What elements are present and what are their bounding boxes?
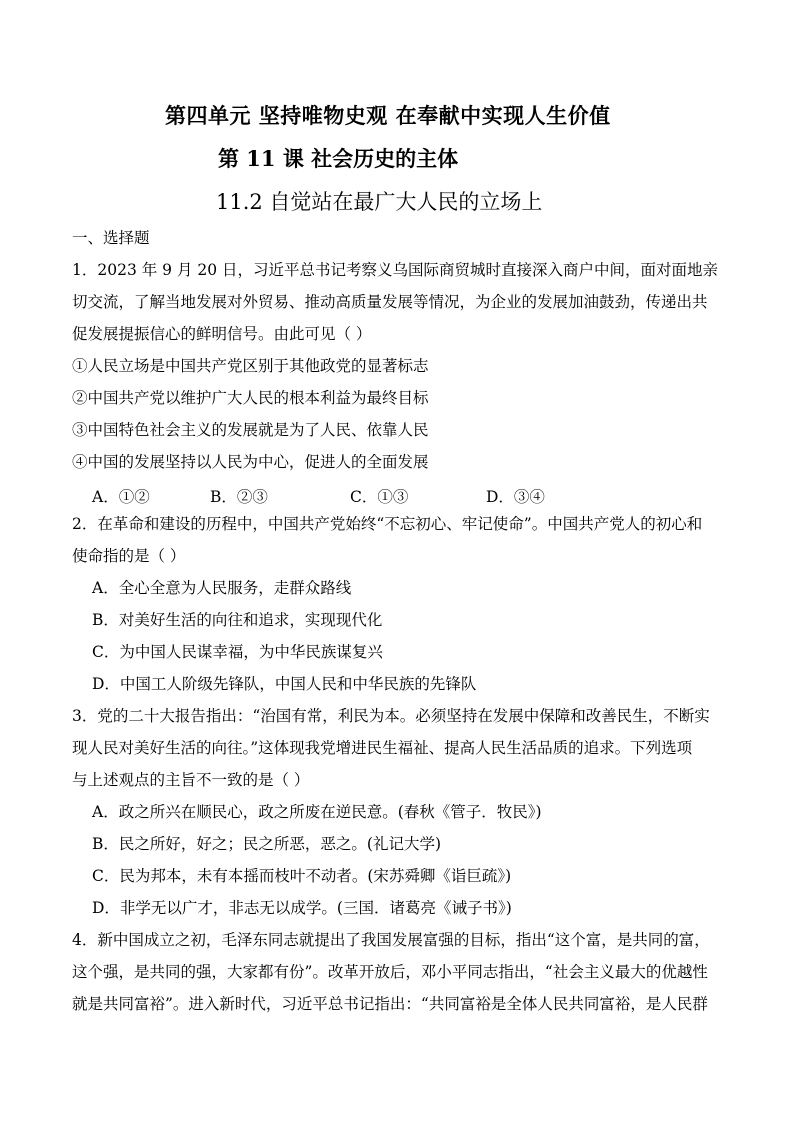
question-4-line: 这个强，是共同的强，大家都有份”。改革开放后，邓小平同志指出，“社会主义最大的优越性 xyxy=(72,963,708,981)
question-3-line: 现人民对美好生活的向往。”这体现我党增进民生福祉、提高人民生活品质的追求。下列选项 xyxy=(72,739,693,757)
statement-1: ①人民立场是中国共产党区别于其他政党的显著标志 xyxy=(72,357,429,375)
choice-d[interactable]: D．中国工人阶级先锋队，中国人民和中华民族的先锋队 xyxy=(92,675,477,693)
question-1-line: 切交流，了解当地发展对外贸易、推动高质量发展等情况，为企业的发展加油鼓劲，传递出共 xyxy=(72,293,708,311)
choice-b[interactable]: B．②③ xyxy=(210,488,268,506)
choice-b[interactable]: B．民之所好，好之；民之所恶，恶之。(礼记大学) xyxy=(92,835,441,853)
choice-a[interactable]: A．①② xyxy=(92,488,150,506)
choice-b[interactable]: B．对美好生活的向往和追求，实现现代化 xyxy=(92,611,383,629)
unit-title: 第四单元 坚持唯物史观 在奉献中实现人生价值 xyxy=(165,103,611,128)
section-label: 一、选择题 xyxy=(72,229,150,247)
question-3-line: 与上述观点的主旨不一致的是（ ） xyxy=(72,771,310,789)
question-4-line: 4．新中国成立之初，毛泽东同志就提出了我国发展富强的目标，指出“这个富，是共同的富， xyxy=(72,931,710,949)
statement-4: ④中国的发展坚持以人民为中心，促进人的全面发展 xyxy=(72,453,429,471)
statement-2: ②中国共产党以维护广大人民的根本利益为最终目标 xyxy=(72,389,429,407)
question-3-line: 3．党的二十大报告指出：“治国有常，利民为本。必须坚持在发展中保障和改善民生，不断实 xyxy=(72,707,710,725)
choice-d[interactable]: D．非学无以广才，非志无以成学。(三国．诸葛亮《诫子书》) xyxy=(92,899,512,917)
question-1-line: 促发展提振信心的鲜明信号。由此可见（ ） xyxy=(72,325,372,343)
lesson-title: 第 11 课 社会历史的主体 xyxy=(218,146,459,171)
question-2-line: 使命指的是（ ） xyxy=(72,547,186,565)
choice-d[interactable]: D．③④ xyxy=(486,488,545,506)
statement-3: ③中国特色社会主义的发展就是为了人民、依靠人民 xyxy=(72,421,429,439)
choice-a[interactable]: A．政之所兴在顺民心，政之所废在逆民意。(春秋《管子．牧民》) xyxy=(92,803,542,821)
question-1-line: 1．2023 年 9 月 20 日，习近平总书记考察义乌国际商贸城时直接深入商户中间，面对面地亲 xyxy=(72,261,719,279)
question-4-line: 就是共同富裕”。进入新时代，习近平总书记指出：“共同富裕是全体人民共同富裕，是人民群 xyxy=(72,995,708,1013)
choice-c[interactable]: C．为中国人民谋幸福，为中华民族谋复兴 xyxy=(92,643,383,661)
section-title: 11.2 自觉站在最广大人民的立场上 xyxy=(216,190,543,214)
choice-a[interactable]: A．全心全意为人民服务，走群众路线 xyxy=(92,579,352,597)
choice-c[interactable]: C．①③ xyxy=(350,488,409,506)
choice-c[interactable]: C．民为邦本，未有本摇而枝叶不动者。(宋苏舜卿《诣巨疏》) xyxy=(92,867,512,885)
question-2-line: 2．在革命和建设的历程中，中国共产党始终“不忘初心、牢记使命”。中国共产党人的初心和 xyxy=(72,515,703,533)
